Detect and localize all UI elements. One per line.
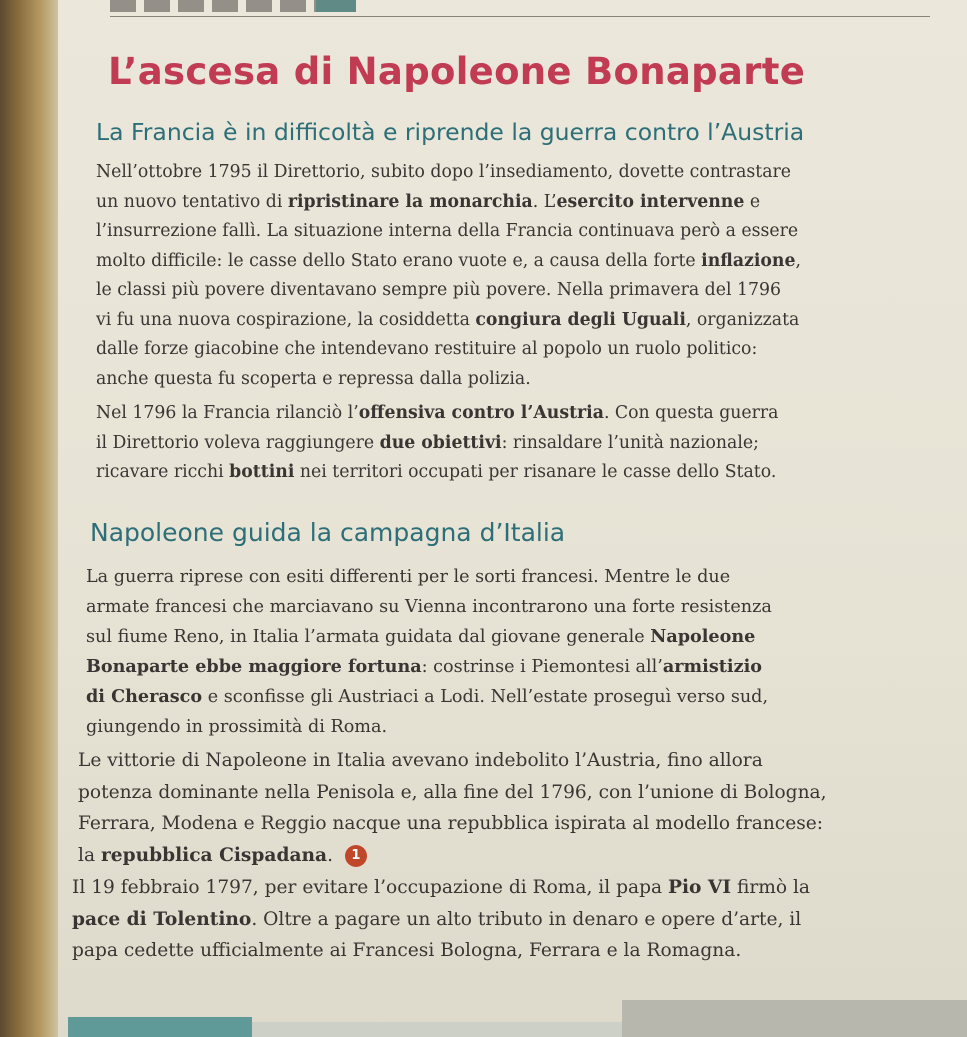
bottom-light-band [252,1022,622,1037]
text-line: sul fiume Reno, in Italia l’armata guidata dal giovane generale Napoleone [86,626,756,647]
section1-heading: La Francia è in difficoltà e riprende la guerra contro l’Austria [96,118,805,146]
cropped-header-fragment [110,0,350,12]
bottom-teal-band [68,1017,252,1037]
key-term: Bonaparte ebbe maggiore fortuna [86,656,422,677]
text-line: Nell’ottobre 1795 il Direttorio, subito dopo l’insediamento, dovette contrastare [96,162,791,182]
text-line: la repubblica Cispadana. 1 [78,840,827,872]
text-line: La guerra riprese con esiti differenti per le sorti francesi. Mentre le due [86,567,731,587]
key-term: inflazione [701,250,796,271]
key-term: offensiva contro l’Austria [358,403,604,423]
section2-paragraph3 [72,872,810,967]
key-term: Napoleone [650,626,756,647]
text-line: Bonaparte ebbe maggiore fortuna: costrinse i Piemontesi all’armistizio [86,656,762,677]
text-line: vi fu una nuova cospirazione, la cosiddetta congiura degli Uguali, organizzata [96,309,800,330]
text-line: il Direttorio voleva raggiungere due obiettivi: rinsaldare l’unità nazionale; [96,432,759,453]
key-term: esercito intervenne [556,191,745,212]
text-line: armate francesi che marciavano su Vienna incontrarono una forte resistenza [86,597,772,617]
text-line: Le vittorie di Napoleone in Italia avevano indebolito l’Austria, fino allora [78,750,763,771]
section2-paragraph2 [78,745,827,871]
text-line: ricavare ricchi bottini nei territori occupati per risanare le casse dello Stato. [96,462,777,482]
text-line: giungendo in prossimità di Roma. [86,717,388,737]
text-line: papa cedette ufficialmente ai Francesi Bologna, Ferrara e la Romagna. [72,940,742,961]
text-line: un nuovo tentativo di ripristinare la monarchia. L’esercito intervenne e [96,191,761,212]
text-line: Nel 1796 la Francia rilanciò l’offensiva contro l’Austria. Con questa guerra [96,403,779,423]
section1-paragraph2 [96,399,778,488]
book-spine [0,0,58,1037]
section1-paragraph1 [96,158,801,394]
text-line: dalle forze giacobine che intendevano restituire al popolo un ruolo politico: [96,339,758,359]
text-line: l’insurrezione fallì. La situazione interna della Francia continuava però a essere [96,221,799,241]
key-term: armistizio [662,656,762,677]
key-term: bottini [229,462,295,482]
key-term: due obiettivi [379,432,502,453]
key-term: ripristinare la monarchia [287,191,533,212]
text-line: pace di Tolentino. Oltre a pagare un alto tributo in denaro e opere d’arte, il [72,908,802,930]
text-line: Il 19 febbraio 1797, per evitare l’occupazione di Roma, il papa Pio VI firmò la [72,877,811,898]
bottom-grey-band [622,1000,967,1037]
key-term: di Cherasco [86,686,203,707]
key-term: Pio VI [668,877,732,898]
text-line: molto difficile: le casse dello Stato erano vuote e, a causa della forte inflazione, [96,250,801,271]
key-term: congiura degli Uguali [475,309,686,330]
reference-badge[interactable]: 1 [345,845,367,867]
text-line: di Cherasco e sconfisse gli Austriaci a Lodi. Nell’estate proseguì verso sud, [86,686,769,707]
key-term: pace di Tolentino [72,908,252,930]
text-line: Ferrara, Modena e Reggio nacque una repubblica ispirata al modello francese: [78,813,824,834]
text-line: le classi più povere diventavano sempre più povere. Nella primavera del 1796 [96,280,781,300]
section2-heading: Napoleone guida la campagna d’Italia [90,518,566,547]
key-term: repubblica Cispadana [100,844,328,866]
cropped-header-box [316,0,356,12]
top-rule [110,16,930,17]
page-title: L’ascesa di Napoleone Bonaparte [108,50,806,93]
text-line: anche questa fu scoperta e repressa dalla polizia. [96,368,531,389]
section2-paragraph1 [86,562,772,742]
text-line: potenza dominante nella Penisola e, alla fine del 1796, con l’unione di Bologna, [78,781,827,803]
